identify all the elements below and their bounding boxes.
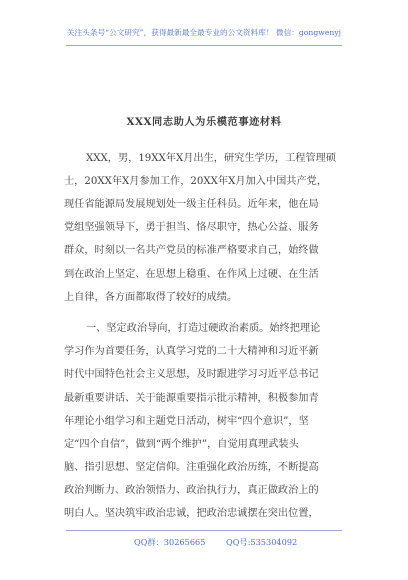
footer-divider [66,530,342,531]
body-line: 学习作为首要任务，认真学习党的二十大精神和习近平新 [64,346,319,357]
body-line: 明白人。坚决筑牢政治忠诚，把政治忠诚摆在突出位置， [64,508,319,519]
body-line: 定“四个自信”，做到“两个维护”，自觉用真理武装头 [64,439,299,450]
body-line: 群众，时刻以一名共产党员的标准严格要求自己，始终做 [64,245,319,256]
header-note: 关注头条号“公文研究”，获得最新最全最专业的公文资料库！ 微信：gongwenyj [66,28,342,37]
footer-qq-group: QQ群：30265665 [134,537,206,547]
body-line: 现任省能源局发展规划处一级主任科员。近年来，他在局 [64,199,319,210]
body-line: 年理论小组学习和主题党日活动，树牢“四个意识”，坚 [64,416,309,427]
body-line: 士，20XX年X月参加工作，20XX年X月加入中国共产党， [64,176,328,187]
header-divider [66,45,342,46]
footer [0,537,408,551]
body-line: 脑、指引思想、坚定信仰。注重强化政治历练，不断提高 [64,462,319,473]
body-line: 上自律，各方面都取得了较好的成绩。 [64,292,238,303]
body-line: 时代中国特色社会主义思想，及时跟进学习习近平总书记 [64,369,319,380]
body-line: 党组坚强领导下，勇于担当、恪尽职守，热心公益、服务 [64,222,319,233]
body-line: XXX，男，19XX年X月出生，研究生学历，工程管理硕 [86,153,337,164]
document-title: XXX同志助人为乐模范事迹材料 [126,116,282,128]
body-line: 政治判断力、政治领悟力、政治执行力，真正做政治上的 [64,485,319,496]
body-line: 一、坚定政治导向，打造过硬政治素质。始终把理论 [86,323,321,334]
footer-qq-number: QQ号:535304092 [226,537,298,547]
body-line: 最新重要讲话、关于能源重要指示批示精神，积极参加青 [64,393,319,404]
body-line: 到在政治上坚定、在思想上稳重、在作风上过硬、在生活 [64,269,319,280]
